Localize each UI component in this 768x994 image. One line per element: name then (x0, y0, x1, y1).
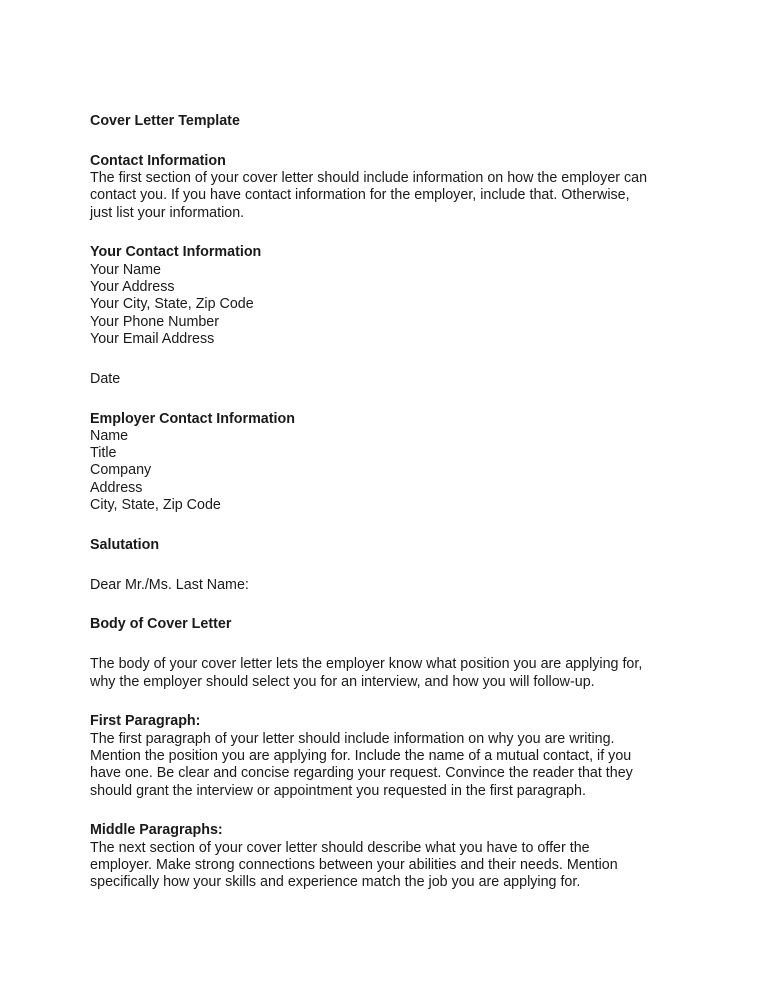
your-contact-line: Your Phone Number (90, 313, 220, 330)
salutation-text: Dear Mr./Ms. Last Name: (90, 576, 249, 593)
first-paragraph-heading: First Paragraph: (90, 713, 201, 730)
date-line: Date (90, 370, 121, 387)
document-title: Cover Letter Template (90, 113, 240, 129)
your-contact-line: Your City, State, Zip Code (90, 296, 254, 313)
first-paragraph-line: The first paragraph of your letter should include information on why you are writing. (90, 730, 615, 747)
middle-paragraphs-section (90, 822, 690, 891)
first-paragraph-section (90, 713, 690, 799)
middle-paragraphs-line: The next section of your cover letter should describe what you have to offer the (90, 839, 590, 856)
contact-information-heading: Contact Information (90, 152, 226, 169)
first-paragraph-line: should grant the interview or appointment you requested in the first paragraph. (90, 782, 586, 799)
spacer (90, 222, 690, 245)
document-content (90, 113, 690, 892)
your-contact-line: Your Name (90, 261, 161, 278)
salutation-heading: Salutation (90, 536, 160, 553)
employer-contact-line: Company (90, 462, 152, 479)
body-line: why the employer should select you for an interview, and how you will follow-up. (90, 673, 595, 690)
middle-paragraphs-heading: Middle Paragraphs: (90, 822, 223, 839)
spacer (90, 130, 690, 153)
contact-information-section (90, 153, 690, 222)
your-contact-line: Your Email Address (90, 330, 215, 347)
your-contact-heading: Your Contact Information (90, 244, 262, 261)
employer-contact-line: Name (90, 427, 129, 444)
spacer (90, 348, 690, 371)
contact-information-line: contact you. If you have contact information for the employer, include that. Otherwise, (90, 187, 630, 204)
spacer (90, 388, 690, 411)
your-contact-section (90, 244, 690, 348)
contact-information-line: just list your information. (90, 204, 245, 221)
employer-contact-line: Address (90, 479, 143, 496)
employer-contact-section (90, 411, 690, 515)
body-heading: Body of Cover Letter (90, 616, 232, 633)
your-contact-line: Your Address (90, 279, 175, 296)
employer-contact-line: Title (90, 445, 117, 462)
first-paragraph-line: Mention the position you are applying for. Include the name of a mutual contact, if you (90, 747, 632, 764)
employer-contact-heading: Employer Contact Information (90, 410, 295, 427)
middle-paragraphs-line: specifically how your skills and experience match the job you are applying for. (90, 874, 581, 891)
spacer (90, 691, 690, 714)
middle-paragraphs-line: employer. Make strong connections between your abilities and their needs. Mention (90, 856, 618, 873)
spacer (90, 800, 690, 823)
body-line: The body of your cover letter lets the employer know what position you are applying for, (90, 656, 643, 673)
first-paragraph-line: have one. Be clear and concise regarding your request. Convince the reader that they (90, 765, 633, 782)
body-section (90, 656, 690, 691)
spacer (90, 554, 690, 577)
employer-contact-line: City, State, Zip Code (90, 497, 221, 514)
spacer (90, 514, 690, 537)
contact-information-line: The first section of your cover letter should include information on how the employer can (90, 170, 648, 187)
spacer (90, 634, 690, 657)
spacer (90, 594, 690, 617)
